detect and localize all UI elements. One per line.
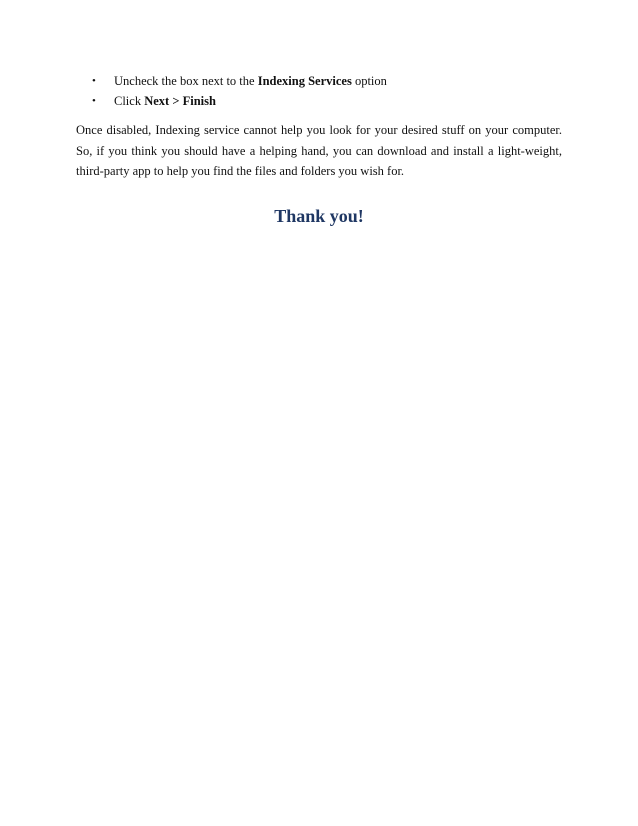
list-item bbox=[92, 71, 387, 91]
bullet-icon: • bbox=[92, 75, 96, 87]
closing-heading: Thank you! bbox=[274, 206, 364, 226]
list-item-text: Uncheck the box next to the bbox=[114, 74, 258, 88]
list-item-bold-text: Indexing Services bbox=[257, 74, 352, 88]
list-item-text: option bbox=[351, 74, 387, 88]
instruction-list bbox=[92, 71, 387, 111]
bullet-icon: • bbox=[92, 95, 96, 107]
body-paragraph: Once disabled, Indexing service cannot help you look for your desired stuff on your computer. So, if you think you should have a helping hand, you can download and install a light-weight, third-party app to help you find the files and folders you wish for. bbox=[76, 123, 562, 178]
list-item bbox=[92, 91, 387, 111]
list-item-text: Click bbox=[114, 94, 145, 108]
list-item-bold-text: Next > Finish bbox=[144, 94, 216, 108]
